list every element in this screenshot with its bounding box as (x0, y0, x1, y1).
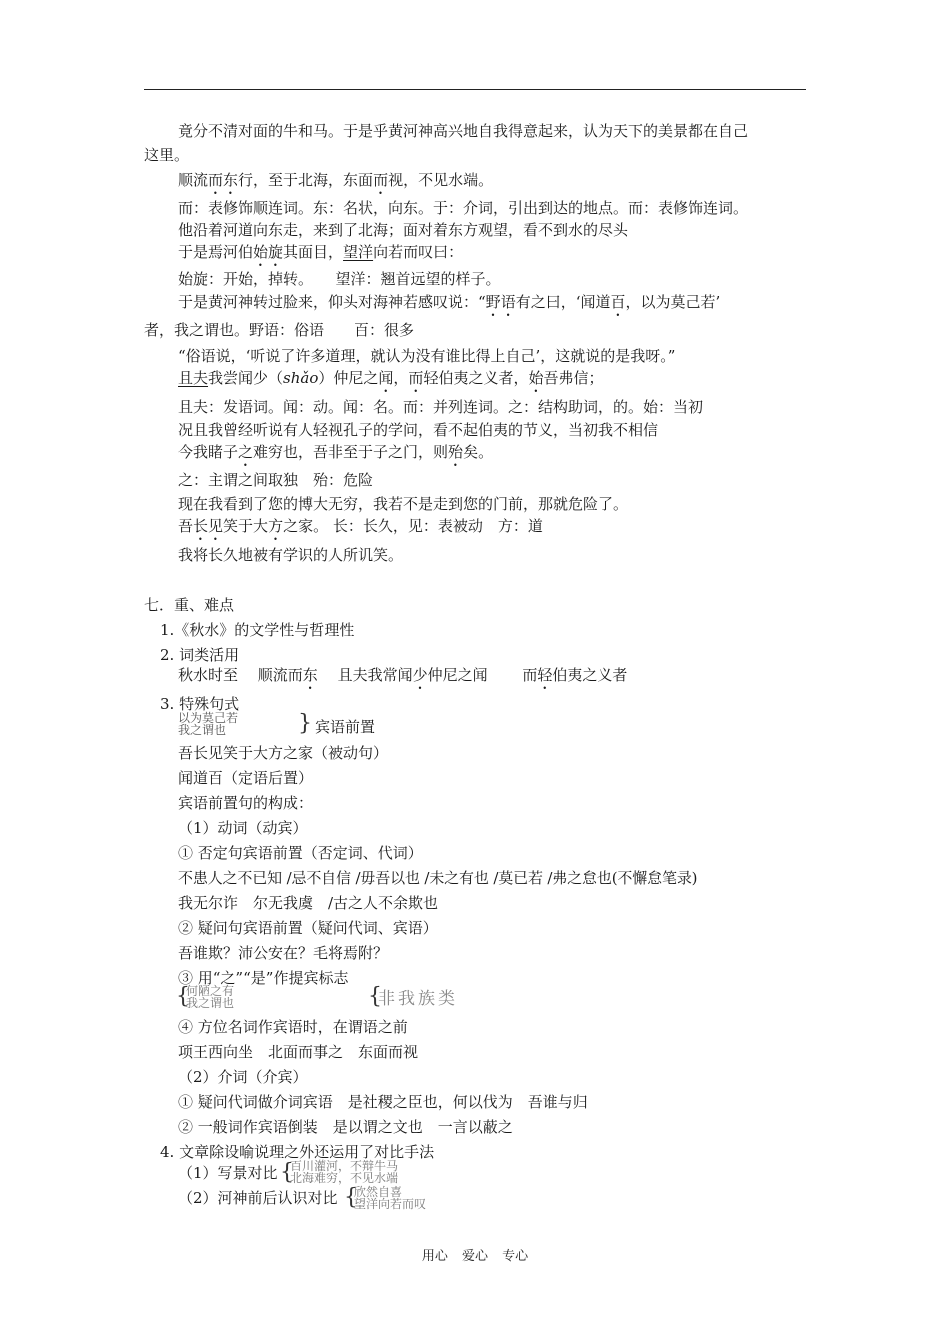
brace-item: 望洋向若而叹 (354, 1197, 427, 1211)
text-line: （1）动词（动宾） (178, 819, 308, 837)
text-run: 有之曰，‘闻道 (515, 293, 611, 311)
text-line: 我无尔诈 尔无我虞 /古之人不余欺也 (178, 894, 439, 912)
text-run: 水时至 顺流而 (193, 666, 303, 684)
brace-item: 何陋之有 (186, 984, 235, 998)
pinyin: shǎo (283, 369, 319, 387)
text-run: 行，至于北海，东面 (238, 171, 374, 189)
text-run: 视，不见水端。 (388, 171, 494, 189)
emphasis-char: 轻 (537, 666, 553, 684)
text-line: 吾长见笑于大方之家（被动句） (178, 744, 389, 762)
text-line: ② 一般词作宾语倒装 是以谓之文也 一言以蔽之 (178, 1118, 513, 1136)
text-run: 之家。 长：长久，见：表被动 方：道 (283, 517, 543, 535)
text-run: 吾 (178, 517, 194, 535)
text-run: 伯夷之义者 (552, 666, 628, 684)
emphasis-char: 东 (302, 666, 318, 684)
left-brace-icon: { (176, 984, 190, 1009)
emphasis-char: 殆 (448, 443, 464, 461)
section-heading: 七．重、难点 (144, 596, 235, 614)
text-run: 吾弗信； (543, 369, 604, 387)
emphasis-char: 方 (268, 517, 284, 535)
text-line: （2）介词（介宾） (178, 1068, 308, 1086)
brace-item: 我之谓也 (178, 723, 227, 737)
text-run: 我尝闻少（ (208, 369, 284, 387)
text-line (178, 516, 543, 544)
text-line: （2）河神前后认识对比 (178, 1189, 338, 1207)
text-line: 这里。 (144, 146, 190, 164)
text-run: 难穷也，吾非至于子之门，则 (253, 443, 449, 461)
emphasis-char: 而 (373, 171, 389, 189)
brace-item: 非我族类 (378, 989, 458, 1009)
emphasis-char: 少 (412, 666, 428, 684)
emphasis-char: 始 (528, 369, 544, 387)
header-rule (144, 89, 806, 90)
text-line: 宾语前置 (315, 718, 376, 736)
text-line: ② 疑问句宾语前置（疑问代词、宾语） (178, 919, 438, 937)
text-line: 闻道百（定语后置） (178, 769, 314, 787)
text-run: 顺流 (178, 171, 209, 189)
left-brace-icon: { (344, 1185, 358, 1210)
list-item: 2. 词类活用 (160, 646, 240, 664)
emphasis-char: 见 (208, 517, 224, 535)
text-run: 秋 (178, 666, 194, 684)
text-line: 且夫：发语词。闻：动。闻：名。而：并列连词。之：结构助词，的。始：当初 (178, 398, 704, 416)
text-line: （1）写景对比 (178, 1164, 278, 1182)
text-run: 今我睹子 (178, 443, 239, 461)
brace-item: 以为莫己若 (178, 711, 239, 725)
brace-item: 我之谓也 (186, 996, 235, 1010)
text-line: 而：表修饰顺连词。东：名状，向东。于：介词，引出到达的地点。而：表修饰连词。 (178, 199, 749, 217)
text-line: 我将长久地被有学识的人所讥笑。 (178, 546, 404, 564)
text-run: 且夫我常闻 (317, 666, 413, 684)
emphasis-char: 闻 (378, 369, 394, 387)
text-line: 竟分不清对面的牛和马。于是乎黄河神高兴地自我得意起来，认为天下的美景都在自己 (178, 122, 749, 140)
emphasis-char: 语 (500, 293, 516, 311)
text-line: ③ 用“之”“是”作提宾标志 (178, 969, 349, 987)
emphasis-char: 之 (238, 443, 254, 461)
text-line: 况且我曾经听说有人轻视孔子的学问，看不起伯夷的节义，当初我不相信 (178, 421, 659, 439)
emphasis-char: 而 (408, 369, 424, 387)
emphasis-char: 野 (485, 293, 501, 311)
underlined-word: 且夫 (178, 369, 209, 387)
emphasis-char: 而 (208, 171, 224, 189)
text-run: 向若而叹曰： (373, 243, 464, 261)
text-line: 之：主谓之间取独 殆：危险 (178, 471, 374, 489)
emphasis-char: 长 (193, 517, 209, 535)
brace-item: 欣然自喜 (354, 1185, 403, 1199)
text-line: 现在我看到了您的博大无穷，我若不是走到您的门前，那就危险了。 (178, 495, 629, 513)
text-line (178, 368, 603, 396)
page-footer: 用心 爱心 专心 (421, 1249, 529, 1264)
text-line: ④ 方位名词作宾语时，在谓语之前 (178, 1018, 408, 1036)
text-line: 他沿着河道向东走，来到了北海；面对着东方观望，看不到水的尽头 (178, 221, 629, 239)
text-line (178, 442, 493, 470)
text-line (178, 292, 720, 320)
text-line: 者，我之谓也。野语：俗语 百：很多 (144, 321, 415, 339)
text-run: 仲尼之闻 而 (427, 666, 538, 684)
list-item: 3. 特殊句式 (160, 695, 240, 713)
brace-item: 北海难穷，不见水端 (290, 1171, 399, 1185)
list-item: 1.《秋水》的文学性与哲理性 (160, 621, 355, 639)
text-run: 于是焉河伯 (178, 243, 254, 261)
text-run: ， (393, 369, 409, 387)
text-line: 吾谁欺？沛公安在？毛将焉附？ (178, 944, 389, 962)
text-line: ① 疑问代词做介词宾语 是社稷之臣也，何以伐为 吾谁与归 (178, 1093, 588, 1111)
left-brace-icon: { (280, 1160, 294, 1185)
right-brace-icon: } (298, 711, 312, 736)
text-line: 宾语前置句的构成： (178, 794, 314, 812)
text-line: 不患人之不已知 /忌不自信 /毋吾以也 /未之有也 /莫已若 /弗之怠也(不懈怠笔录) (178, 869, 698, 887)
text-line: 项王西向坐 北面而事之 东面而视 (178, 1043, 419, 1061)
text-line: 始旋：开始，掉转。 望洋：翘首远望的样子。 (178, 270, 501, 288)
text-run: 笑于大 (223, 517, 269, 535)
emphasis-char: 百 (610, 293, 626, 311)
text-run: 矣。 (463, 443, 494, 461)
text-run: 其面目， (283, 243, 344, 261)
emphasis-word: 始旋 (253, 243, 284, 261)
text-line (178, 170, 493, 198)
text-run: ，以为莫己若’ (625, 293, 721, 311)
text-run: 于是黄河神转过脸来，仰头对海神若感叹说：“ (178, 293, 486, 311)
underlined-word: 望洋 (343, 243, 374, 261)
text-line: ① 否定句宾语前置（否定词、代词） (178, 844, 423, 862)
text-line (178, 242, 463, 270)
brace-item: 百川灌河，不辩牛马 (290, 1159, 399, 1173)
list-item: 4. 文章除设喻说理之外还运用了对比手法 (160, 1143, 435, 1161)
text-run: ）仲尼之 (318, 369, 379, 387)
text-line: “俗语说，‘听说了许多道理，就认为没有谁比得上自己’，这就说的是我呀。” (178, 347, 676, 365)
text-run: 轻伯夷之义者， (423, 369, 529, 387)
left-brace-icon: { (368, 984, 382, 1009)
emphasis-char: 东 (223, 171, 239, 189)
text-line (178, 665, 627, 693)
